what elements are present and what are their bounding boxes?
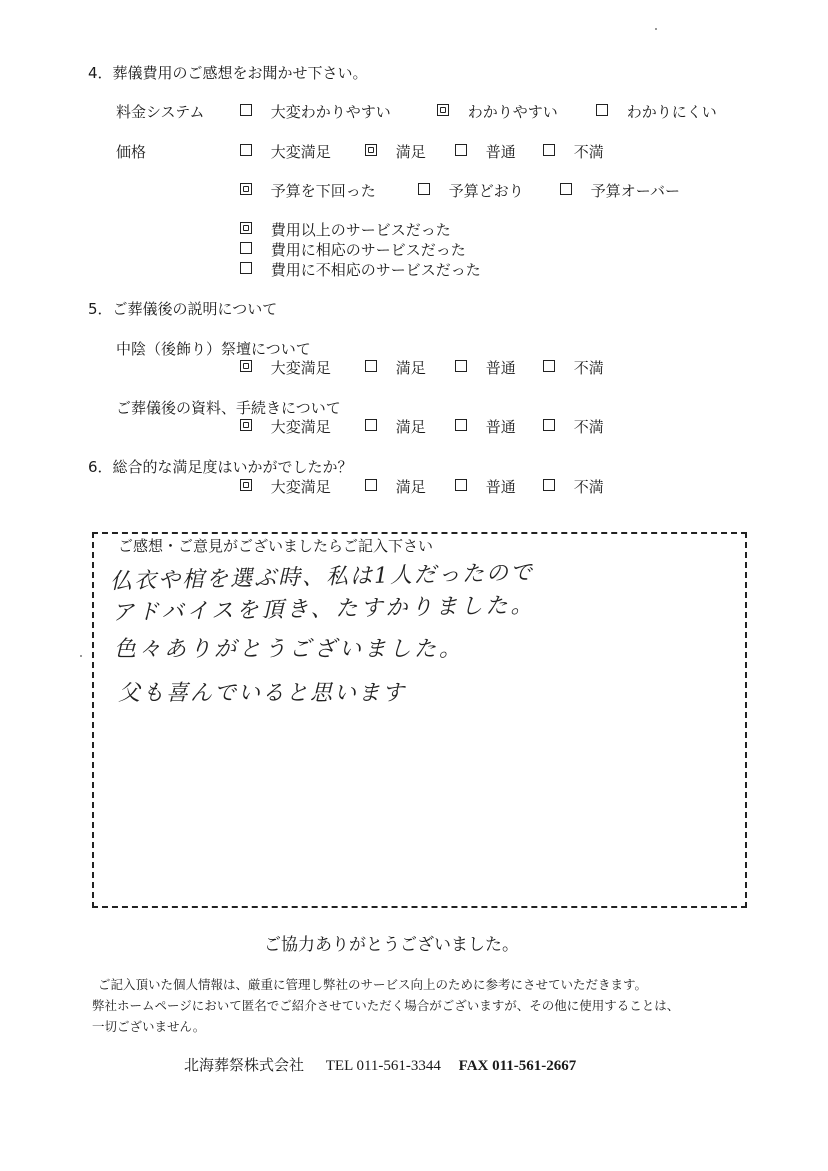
checkbox[interactable] xyxy=(455,419,467,431)
documents-label: ご葬儀後の資料、手続きについて xyxy=(116,399,341,417)
q6-heading: 6．総合的な満足度はいかがでしたか？ xyxy=(88,458,353,476)
footer xyxy=(184,1054,576,1075)
price-option-2[interactable]: 満足 xyxy=(365,141,426,162)
q5-heading: 5．ご葬儀後の説明について xyxy=(88,300,278,318)
fee-system-label: 料金システム xyxy=(116,103,205,121)
checkbox[interactable] xyxy=(365,360,377,372)
privacy-notice-line-1: ご記入頂いた個人情報は、厳重に管理し弊社のサービス向上のために参考にさせていただきます。 xyxy=(98,977,648,992)
checkbox[interactable] xyxy=(240,104,252,116)
checkbox[interactable] xyxy=(240,479,252,491)
altar-label: 中陰（後飾り）祭壇について xyxy=(116,340,311,358)
comment-line-2: アドバイスを頂き、たすかりました。 xyxy=(111,593,536,626)
checkbox[interactable] xyxy=(240,262,252,274)
fee-system-option-1[interactable]: 大変わかりやすい xyxy=(240,101,391,122)
documents-option-1[interactable]: 大変満足 xyxy=(240,416,331,437)
checkbox[interactable] xyxy=(365,479,377,491)
checkbox[interactable] xyxy=(240,242,252,254)
checkbox[interactable] xyxy=(240,183,252,195)
overall-option-1[interactable]: 大変満足 xyxy=(240,476,331,497)
privacy-notice-line-2: 弊社ホームページにおいて匿名でご紹介させていただく場合がございますが、その他に使用することは、 xyxy=(92,998,680,1013)
price-label: 価格 xyxy=(116,143,147,161)
company-name: 北海葬祭株式会社 xyxy=(184,1056,305,1074)
budget-option-1[interactable]: 予算を下回った xyxy=(240,180,376,201)
checkbox[interactable] xyxy=(418,183,430,195)
checkbox[interactable] xyxy=(240,144,252,156)
price-option-3[interactable]: 普通 xyxy=(455,141,516,162)
checkbox[interactable] xyxy=(240,360,252,372)
checkbox[interactable] xyxy=(455,360,467,372)
checkbox[interactable] xyxy=(240,222,252,234)
documents-option-4[interactable]: 不満 xyxy=(543,416,604,437)
checkbox[interactable] xyxy=(365,419,377,431)
checkbox[interactable] xyxy=(455,144,467,156)
altar-option-3[interactable]: 普通 xyxy=(455,357,516,378)
overall-option-2[interactable]: 満足 xyxy=(365,476,426,497)
altar-option-2[interactable]: 満足 xyxy=(365,357,426,378)
checkbox[interactable] xyxy=(543,360,555,372)
altar-option-1[interactable]: 大変満足 xyxy=(240,357,331,378)
comment-line-3: 色々ありがとうございました。 xyxy=(114,637,465,662)
checkbox[interactable] xyxy=(560,183,572,195)
documents-option-2[interactable]: 満足 xyxy=(365,416,426,437)
scan-speck xyxy=(655,28,657,30)
fee-system-option-3[interactable]: わかりにくい xyxy=(596,101,717,122)
comment-line-4: 父も喜んでいると思います xyxy=(118,681,407,706)
q4-heading: 4．葬儀費用のご感想をお聞かせ下さい。 xyxy=(88,64,368,82)
checkbox[interactable] xyxy=(455,479,467,491)
comment-prompt: ご感想・ご意見がございましたらご記入下さい xyxy=(118,537,434,555)
budget-option-2[interactable]: 予算どおり xyxy=(418,180,524,201)
price-option-4[interactable]: 不満 xyxy=(543,141,604,162)
value-option-2[interactable]: 費用に相応のサービスだった xyxy=(240,239,466,260)
checkbox[interactable] xyxy=(543,144,555,156)
checkbox[interactable] xyxy=(365,144,377,156)
value-option-1[interactable]: 費用以上のサービスだった xyxy=(240,219,451,240)
checkbox[interactable] xyxy=(437,104,449,116)
altar-option-4[interactable]: 不満 xyxy=(543,357,604,378)
privacy-notice-line-3: 一切ございません。 xyxy=(92,1019,206,1034)
fax-number: FAX 011-561-2667 xyxy=(458,1058,577,1074)
checkbox[interactable] xyxy=(543,479,555,491)
thanks-message: ご協力ありがとうございました。 xyxy=(264,935,519,955)
value-option-3[interactable]: 費用に不相応のサービスだった xyxy=(240,259,481,280)
price-option-1[interactable]: 大変満足 xyxy=(240,141,331,162)
documents-option-3[interactable]: 普通 xyxy=(455,416,516,437)
fee-system-option-2[interactable]: わかりやすい xyxy=(437,101,558,122)
budget-option-3[interactable]: 予算オーバー xyxy=(560,180,680,201)
checkbox[interactable] xyxy=(240,419,252,431)
phone-number: TEL 011-561-3344 xyxy=(325,1058,441,1074)
comment-line-1: 仏衣や棺を選ぶ時、私は1人だったので xyxy=(109,560,535,595)
overall-option-4[interactable]: 不満 xyxy=(543,476,604,497)
overall-option-3[interactable]: 普通 xyxy=(455,476,516,497)
scan-speck xyxy=(80,655,82,657)
checkbox[interactable] xyxy=(543,419,555,431)
checkbox[interactable] xyxy=(596,104,608,116)
